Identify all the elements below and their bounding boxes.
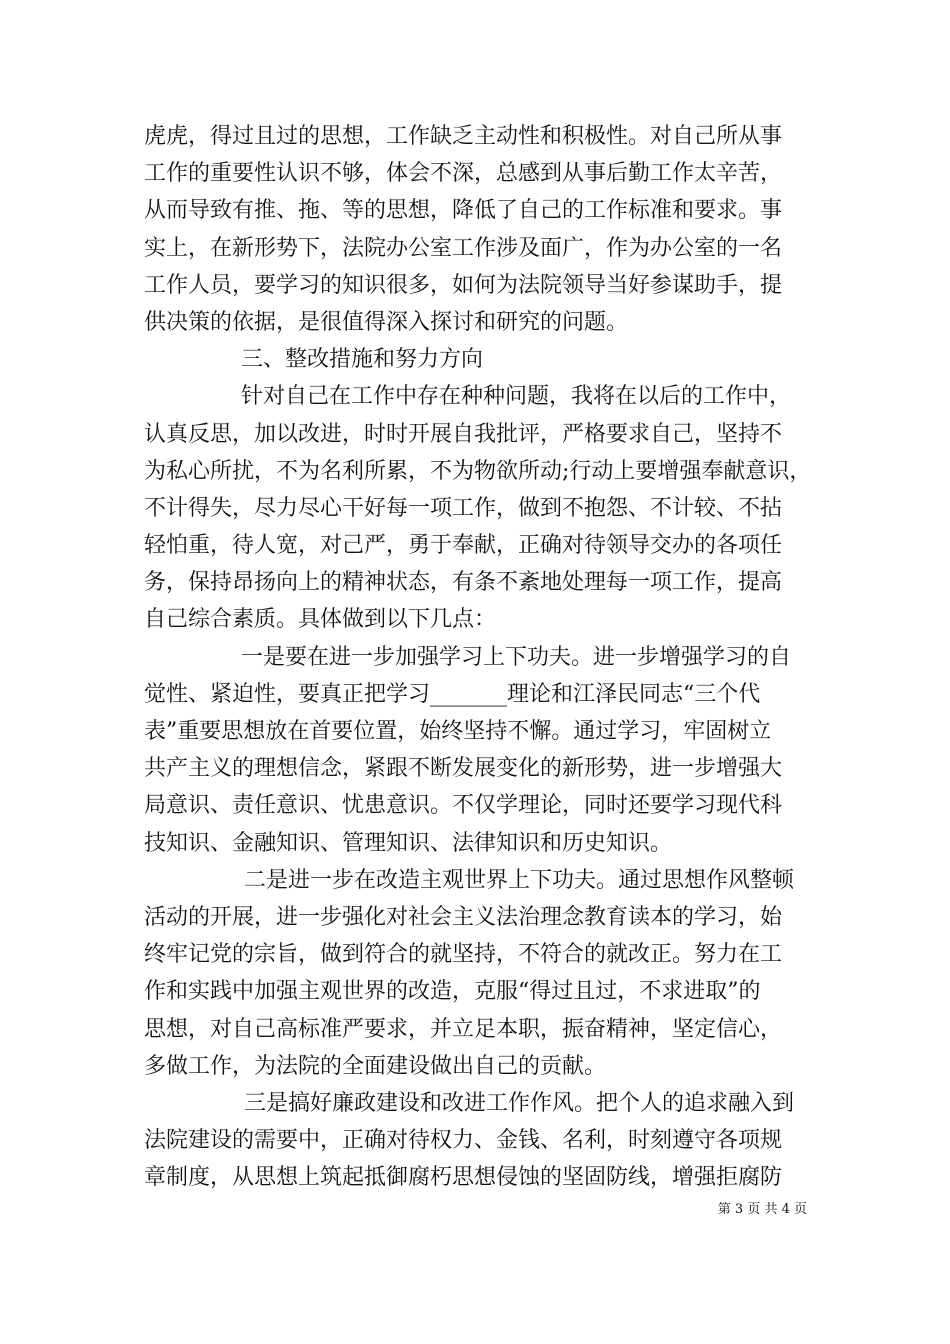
paragraph-line: 终牢记党的宗旨，做到符合的就坚持，不符合的就改正。努力在工 (144, 942, 783, 968)
paragraph-line: 从而导致有推、拖、等的思想，降低了自己的工作标准和要求。事 (144, 198, 783, 224)
paragraph-line: 法院建设的需要中，正确对待权力、金钱、名利，时刻遵守各项规 (144, 1128, 783, 1154)
paragraph-line: 实上，在新形势下，法院办公室工作涉及面广，作为办公室的一名 (144, 235, 783, 261)
paragraph-line: 多做工作，为法院的全面建设做出自己的贡献。 (144, 1053, 607, 1079)
paragraph-line: 工作人员，要学习的知识很多，如何为法院领导当好参谋助手，提 (144, 272, 783, 298)
paragraph-line: 不计得失，尽力尽心干好每一项工作，做到不抱怨、不计较、不拈 (144, 495, 783, 521)
paragraph-line: 活动的开展，进一步强化对社会主义法治理念教育读本的学习，始 (144, 904, 783, 930)
paragraph-line: 二是进一步在改造主观世界上下功夫。通过思想作风整顿 (244, 867, 795, 893)
paragraph-line: 轻怕重，待人宽，对己严，勇于奉献，正确对待领导交办的各项任 (144, 533, 783, 559)
paragraph-line: 虎虎，得过且过的思想，工作缺乏主动性和积极性。对自己所从事 (144, 124, 783, 149)
paragraph-line: 思想，对自己高标准严要求，并立足本职，振奋精神，坚定信心， (144, 1016, 783, 1042)
paragraph-line: 技知识、金融知识、管理知识、法律知识和历史知识。 (144, 830, 673, 856)
paragraph-line: 局意识、责任意识、忧患意识。不仅学理论，同时还要学习现代科 (144, 793, 783, 819)
paragraph-line: 为私心所扰，不为名利所累，不为物欲所动;行动上要增强奉献意识， (144, 458, 812, 484)
page-number-footer: 第 3 页 共 4 页 (717, 1202, 807, 1217)
paragraph-line: 觉性、紧迫性，要真正把学习_______理论和江泽民同志“三个代 (144, 681, 761, 707)
section-heading: 三、整改措施和努力方向 (241, 347, 484, 373)
paragraph-line: 作和实践中加强主观世界的改造，克服“得过且过，不求进取”的 (144, 979, 761, 1005)
paragraph-line: 务，保持昂扬向上的精神状态，有条不紊地处理每一项工作，提高 (144, 570, 783, 596)
paragraph-line: 三是搞好廉政建设和改进工作作风。把个人的追求融入到 (244, 1090, 795, 1116)
paragraph-line: 工作的重要性认识不够，体会不深，总感到从事后勤工作太辛苦， (144, 161, 783, 187)
paragraph-line: 自己综合素质。具体做到以下几点： (144, 607, 497, 633)
paragraph-line: 认真反思，加以改进，时时开展自我批评，严格要求自己，坚持不 (144, 421, 783, 447)
paragraph-line: 针对自己在工作中存在种种问题，我将在以后的工作中， (241, 384, 792, 410)
paragraph-line: 表”重要思想放在首要位置，始终坚持不懈。通过学习，牢固树立 (144, 719, 772, 744)
document-body (144, 118, 814, 1196)
paragraph-line: 章制度，从思想上筑起抵御腐朽思想侵蚀的坚固防线，增强拒腐防 (144, 1165, 783, 1191)
paragraph-line: 共产主义的理想信念，紧跟不断发展变化的新形势，进一步增强大 (144, 756, 783, 782)
paragraph-line: 一是要在进一步加强学习上下功夫。进一步增强学习的自 (241, 644, 792, 670)
paragraph-line: 供决策的依据，是很值得深入探讨和研究的问题。 (144, 309, 629, 335)
